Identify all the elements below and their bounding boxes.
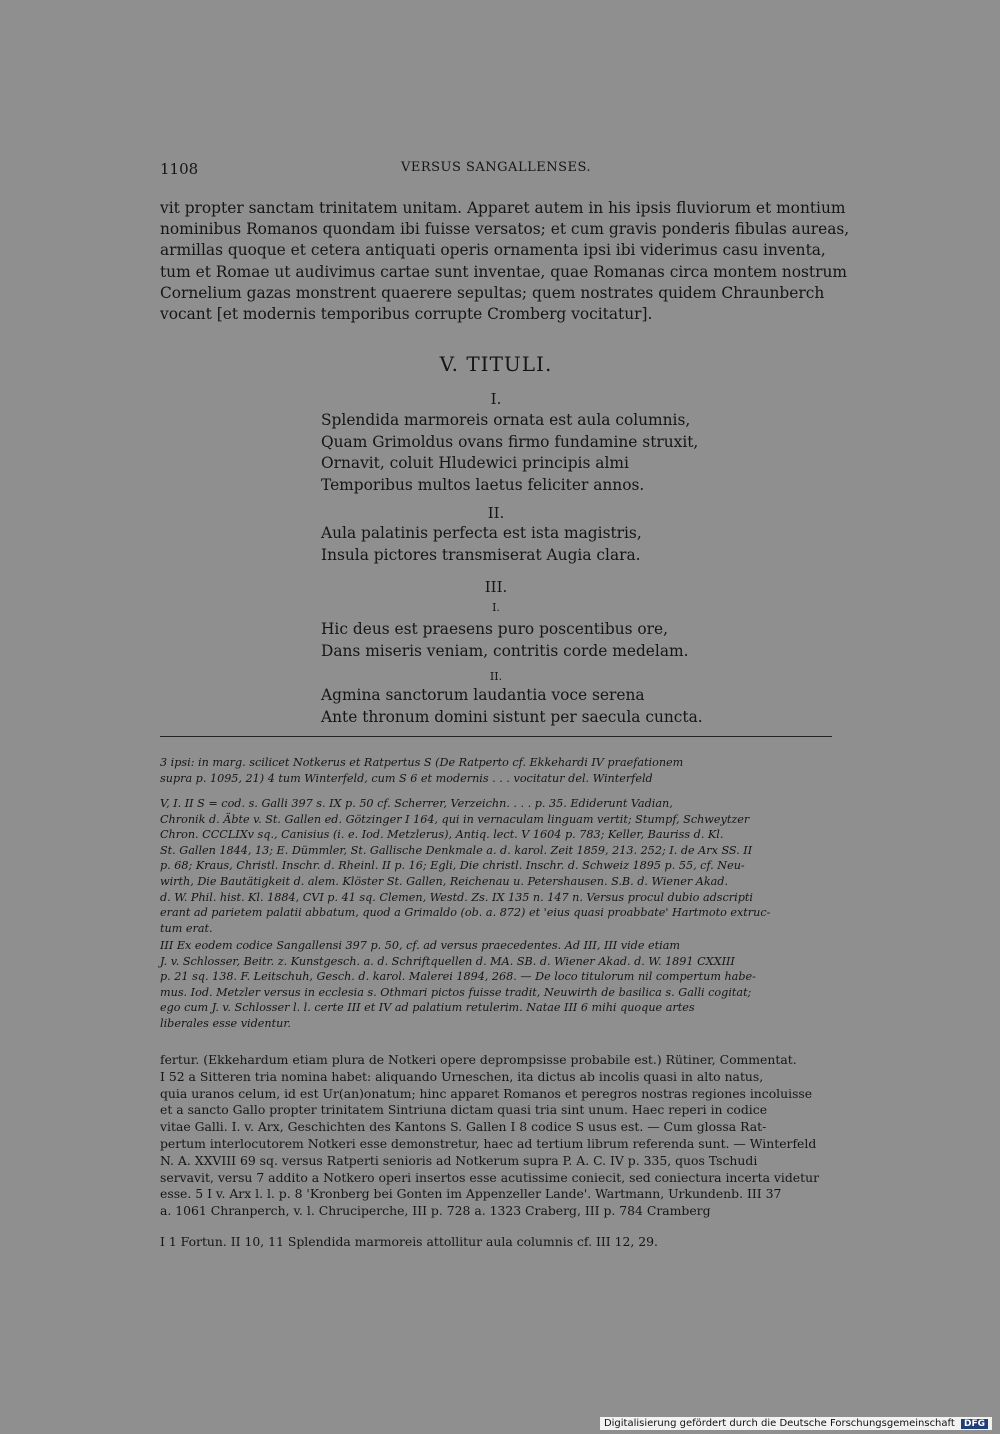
verse-line: Hic deus est praesens puro poscentibus ore, xyxy=(321,620,669,638)
section-title: V. TITULI. xyxy=(439,352,553,376)
page-header xyxy=(160,160,832,182)
note-line: vitae Galli. I. v. Arx, Geschichten des Kantons S. Gallen I 8 codice S usus est. — Cum glossa Rat- xyxy=(160,1119,767,1135)
poem-2 xyxy=(321,523,741,566)
note-line: J. v. Schlosser, Beitr. z. Kunstgesch. a. d. Schriftquellen d. MA. SB. d. Wiener Akad. d. W. 1891 CXXIII xyxy=(160,954,735,968)
verse-line: Aula palatinis perfecta est ista magistris, xyxy=(321,524,642,542)
poem-1 xyxy=(321,410,741,496)
prose-line: vit propter sanctam trinitatem unitam. Apparet autem in his ipsis fluviorum et montium xyxy=(160,199,846,217)
note-line: N. A. XXVIII 69 sq. versus Ratperti senioris ad Notkerum supra P. A. C. IV p. 335, quos Tschudi xyxy=(160,1152,758,1168)
page-number: 1108 xyxy=(160,160,199,178)
note-line: I 52 a Sitteren tria nomina habet: aliquando Urneschen, ita dictus ab incolis quasi in alto natus, xyxy=(160,1068,764,1084)
verse-line: Ornavit, coluit Hludewici principis almi xyxy=(321,454,629,472)
note-line: tum erat. xyxy=(160,921,213,935)
poem-3-part-2 xyxy=(321,685,741,728)
note-line: quia uranos celum, id est Ur(an)onatum; hinc apparet Romanos et peregros nostras regiones incoluisse xyxy=(160,1085,813,1101)
footnote-divider xyxy=(160,736,832,737)
note-line: V, I. II S = cod. s. Galli 397 s. IX p. 50 cf. Scherrer, Verzeichn. . . . p. 35. Ediderunt Vadian, xyxy=(160,797,673,810)
note-line: fertur. (Ekkehardum etiam plura de Notkeri opere deprompsisse probabile est.) Rütiner, Commentat. xyxy=(160,1052,797,1067)
note-line: Chronik d. Äbte v. St. Gallen ed. Götzinger I 164, qui in vernaculam linguam vertit; Stumpf, Schweytzer xyxy=(160,812,750,826)
note-line: ego cum J. v. Schlosser l. l. certe III et IV ad palatium retulerim. Natae III 6 mihi quoque artes xyxy=(160,1001,695,1015)
digitization-credit xyxy=(600,1417,992,1430)
note-line: supra p. 1095, 21) 4 tum Winterfeld, cum S 6 et modernis . . . vocitatur del. Winterfeld xyxy=(160,771,653,785)
verse-line: Dans miseris veniam, contritis corde medelam. xyxy=(321,641,689,660)
apparatus-note-1 xyxy=(160,755,832,786)
running-title: VERSUS SANGALLENSES. xyxy=(400,160,592,175)
note-line: III Ex eodem codice Sangallensi 397 p. 50, cf. ad versus praecedentes. Ad III, III vide etiam xyxy=(160,939,680,952)
note-line: Chron. CCCLIXv sq., Canisius (i. e. Iod. Metzlerus), Antiq. lect. V 1604 p. 783; Keller, Bauriss d. Kl. xyxy=(160,828,724,842)
note-line: 3 ipsi: in marg. scilicet Notkerus et Ratpertus S (De Ratperto cf. Ekkehardi IV praefationem xyxy=(160,756,684,769)
verse-line: Agmina sanctorum laudantia voce serena xyxy=(321,686,645,704)
poem-3-heading: III. xyxy=(484,578,508,596)
note-line: a. 1061 Chranperch, v. l. Chruciperche, III p. 728 a. 1323 Craberg, III p. 784 Cramberg xyxy=(160,1203,711,1219)
prose-line: Cornelium gazas monstrent quaerere sepultas; quem nostrates quidem Chraunberch xyxy=(160,283,825,302)
prose-line: vocant [et modernis temporibus corrupte Cromberg vocitatur]. xyxy=(160,305,653,324)
verse-line: Temporibus multos laetus feliciter annos. xyxy=(321,475,645,494)
poem-1-heading: I. xyxy=(490,390,502,408)
apparatus-note-2 xyxy=(160,796,832,936)
poem-3-part-1-heading: I. xyxy=(492,601,500,614)
apparatus-note-4 xyxy=(160,1052,832,1220)
note-line: servavit, versu 7 addito a Notkero operi insertos esse acutissime coniecit, sed coniectura incerta videtur xyxy=(160,1169,820,1185)
credit-text: Digitalisierung gefördert durch die Deutsche Forschungsgemeinschaft xyxy=(603,1418,955,1429)
note-line: erant ad parietem palatii abbatum, quod a Grimaldo (ob. a. 872) et 'eius quasi proabbate' Hartmoto extruc- xyxy=(160,906,771,920)
note-line: p. 68; Kraus, Christl. Inschr. d. Rheinl. II p. 16; Egli, Die christl. Inschr. d. Schweiz 1895 p. 55, cf. Neu- xyxy=(160,859,745,873)
poem-3-part-1 xyxy=(321,619,741,662)
note-line: pertum interlocutorem Notkeri esse demonstretur, haec ad tertium librum referenda sunt. — Winterfeld xyxy=(160,1135,817,1151)
verse-line: Quam Grimoldus ovans firmo fundamine struxit, xyxy=(321,432,699,451)
prose-line: armillas quoque et cetera antiquati operis ornamenta ipsi ibi viderimus casu inventa, xyxy=(160,241,826,260)
poem-2-heading: II. xyxy=(487,504,505,522)
note-line: liberales esse videntur. xyxy=(160,1016,291,1030)
apparatus-note-3 xyxy=(160,938,832,1032)
verse-line: Splendida marmoreis ornata est aula columnis, xyxy=(321,411,691,429)
note-line: d. W. Phil. hist. Kl. 1884, CVI p. 41 sq. Clemen, Westd. Zs. IX 135 n. 147 n. Versus procul dubio adscripti xyxy=(160,890,753,904)
note-line: esse. 5 I v. Arx l. l. p. 8 'Kronberg bei Gonten im Appenzeller Lande'. Wartmann, Urkundenb. III 37 xyxy=(160,1186,782,1202)
note-line: St. Gallen 1844, 13; E. Dümmler, St. Gallische Denkmale a. d. karol. Zeit 1859, 213. 252; I. de Arx SS. II xyxy=(160,843,753,857)
apparatus-note-5 xyxy=(160,1234,832,1251)
note-line: wirth, Die Bautätigkeit d. alem. Klöster St. Gallen, Reichenau u. Petershausen. S.B. d. Wiener Akad. xyxy=(160,874,729,888)
prose-paragraph xyxy=(160,198,850,325)
note-line: et a sancto Gallo propter trinitatem Sintriuna dictam quasi tria sint unum. Haec reperi in codice xyxy=(160,1102,768,1118)
dfg-logo: DFG xyxy=(961,1419,988,1429)
prose-line: tum et Romae ut audivimus cartae sunt inventae, quae Romanas circa montem nostrum xyxy=(160,262,847,281)
prose-line: nominibus Romanos quondam ibi fuisse versatos; et cum gravis ponderis fibulas aureas, xyxy=(160,220,850,239)
note-line: I 1 Fortun. II 10, 11 Splendida marmoreis attollitur aula columnis cf. III 12, 29. xyxy=(160,1234,658,1249)
note-line: p. 21 sq. 138. F. Leitschuh, Gesch. d. karol. Malerei 1894, 268. — De loco titulorum nil compertum habe- xyxy=(160,970,756,984)
note-line: mus. Iod. Metzler versus in ecclesia s. Othmari pictos fuisse tradit, Neuwirth de basilica s. Galli cogitat; xyxy=(160,985,752,999)
poem-3-part-2-heading: II. xyxy=(489,670,503,683)
verse-line: Ante thronum domini sistunt per saecula cuncta. xyxy=(321,707,703,726)
verse-line: Insula pictores transmiserat Augia clara. xyxy=(321,545,641,564)
